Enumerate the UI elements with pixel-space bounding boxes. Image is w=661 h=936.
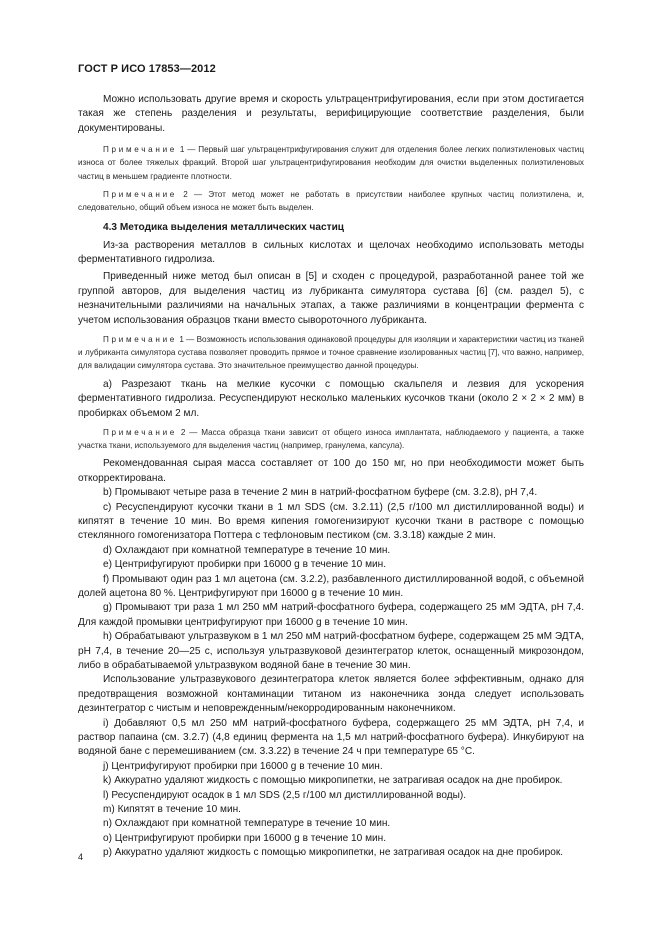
- paragraph-method: Приведенный ниже метод был описан в [5] и сходен с процедурой, разработанной ранее той же группой авторов, для выделения частиц из лубриканта симулятора сустава [6] (см. раздел 5), с незначительными различиями на начальных этапах, а также различиями в концентрации фермента с учетом использования образцов ткани вместо сывороточного лубриканта.: [78, 271, 584, 326]
- note-label: Примечание: [103, 427, 178, 437]
- step-h: h) Обрабатывают ультразвуком в 1 мл 250 мМ натрий-фосфатном буфере, содержащем 25 мМ ЭДТА, pH 7,4, в течение 20—25 с, используя ультразвуковой дезинтегратор клеток, оснащенный микрозондом, либо в обрабатываемой ультразвуком водяной бане в течение 30 мин.: [78, 631, 584, 671]
- step-d: d) Охлаждают при комнатной температуре в течение 10 мин.: [103, 544, 391, 556]
- paragraph-enzymatic: Из-за растворения металлов в сильных кислотах и щелочах необходимо использовать методы ферментативного гидролиза.: [78, 239, 584, 266]
- step-o: o) Центрифугируют пробирки при 16000 g в течение 10 мин.: [103, 832, 387, 844]
- note-label: Примечание: [103, 335, 178, 345]
- paragraph-recommended-mass: Рекомендованная сырая масса составляет от 100 до 150 мг, но при необходимости может быть откорректирована.: [78, 458, 584, 484]
- note-2-intro: [78, 188, 584, 214]
- document-body: [78, 93, 584, 861]
- step-j: j) Центрифугируют пробирки при 16000 g в течение 10 мин.: [103, 760, 383, 772]
- step-c: c) Ресуспендируют кусочки ткани в 1 мл SDS (см. 3.2.11) (2,5 г/100 мл дистиллированной воды) и кипятят в течение 10 мин. Во время кипения гомогенизируют кусочки ткани в растворе с помощью стеклянного гомогенизатора Поттера с тефлоновым пестиком (см. 3.3.18) каждые 2 мин.: [78, 501, 584, 542]
- step-p: p) Аккуратно удаляют жидкость с помощью микропипетки, не затрагивая осадок на дне пробирок.: [103, 847, 564, 859]
- step-a: a) Разрезают ткань на мелкие кусочки с помощью скальпеля и лезвия для ускорения ферментативного гидролиза. Ресуспендируют несколько маленьких кусочков ткани (около 2 × 2 × 2 мм) в пробирках объемом 2 мл.: [78, 378, 584, 419]
- step-b: b) Промывают четыре раза в течение 2 мин в натрий-фосфатном буфере (см. 3.2.8), pH 7,4.: [103, 487, 538, 499]
- step-f: f) Промывают один раз 1 мл ацетона (см. 3.2.2), разбавленного дистиллированной водой, с объемной долей ацетона 80 %. Центрифугируют при 16000 g в течение 10 мин.: [78, 573, 584, 599]
- section-heading: 4.3 Методика выделения металлических частиц: [103, 222, 344, 234]
- note-2-section: [78, 426, 584, 452]
- step-i: i) Добавляют 0,5 мл 250 мМ натрий-фосфатного буфера, содержащего 25 мМ ЭДТА, pH 7,4, и раствор папаина (см. 3.2.7) (4,8 единиц фермента на 1,5 мл натрий-фосфатного буфера). Инкубируют на водяной бане с перемешиванием (см. 3.3.22) в течение 24 ч при температуре 65 °С.: [78, 717, 584, 758]
- note-text: 2 — Этот метод может не работать в присутствии наиболее крупных частиц полиэтилена, и, следовательно, общий объем износа не может быть выделен.: [78, 189, 584, 213]
- note-label: Примечание: [103, 145, 178, 155]
- step-k: k) Аккуратно удаляют жидкость с помощью микропипетки, не затрагивая осадок на дне пробирок.: [103, 775, 563, 787]
- step-n: n) Охлаждают при комнатной температуре в течение 10 мин.: [103, 818, 391, 830]
- document-header: ГОСТ Р ИСО 17853—2012: [78, 63, 216, 75]
- paragraph-ultrasound: Использование ультразвукового дезинтегратора клеток является более эффективным, однако для предотвращения возможной контаминации титаном из наконечника зонда следует использовать дезинтегратор с чистым и неповрежденным/некорродированным наконечником.: [78, 674, 584, 715]
- step-l: l) Ресуспендируют осадок в 1 мл SDS (2,5 г/100 мл дистиллированной воды).: [103, 789, 467, 801]
- page-number: 4: [78, 852, 84, 862]
- step-e: e) Центрифугируют пробирки при 16000 g в течение 10 мин.: [103, 559, 387, 571]
- note-label: Примечание: [103, 189, 178, 199]
- note-text: 1 — Первый шаг ультрацентрифугирования служит для отделения более легких полиэтиленовых частиц износа от более тяжелых фракций. Второй шаг ультрацентрифугирования необходим для очистки выделенных полиэтиленовых частиц в меньшем градиенте плотности.: [78, 145, 584, 181]
- paragraph-ultracentrifugation: Можно использовать другие время и скорость ультрацентрифугирования, если при этом достигается такая же степень разделения и результаты, верифицирующие соответствие разделения, были документированы.: [78, 94, 584, 134]
- step-g: g) Промывают три раза 1 мл 250 мМ натрий-фосфатного буфера, содержащего 25 мМ ЭДТА, pH 7,4. Для каждой промывки центрифугируют при 16000 g в течение 10 мин.: [78, 602, 584, 628]
- note-1-intro: [78, 143, 584, 183]
- step-m: m) Кипятят в течение 10 мин.: [103, 804, 241, 816]
- note-text: 2 — Масса образца ткани зависит от общего износа имплантата, наблюдаемого у пациента, а также участка ткани, используемого для выделения частиц (например, гранулема, капсула).: [78, 427, 584, 451]
- note-1-section: [78, 333, 584, 373]
- note-text: 1 — Возможность использования одинаковой процедуры для изоляции и характеристики частиц из тканей и лубриканта симулятора сустава позволяет проводить прямое и точное сравнение изолированных частиц [7], что важно, например, для валидации симулятора сустава. Это значительное преимущество данной процедуры.: [78, 335, 584, 371]
